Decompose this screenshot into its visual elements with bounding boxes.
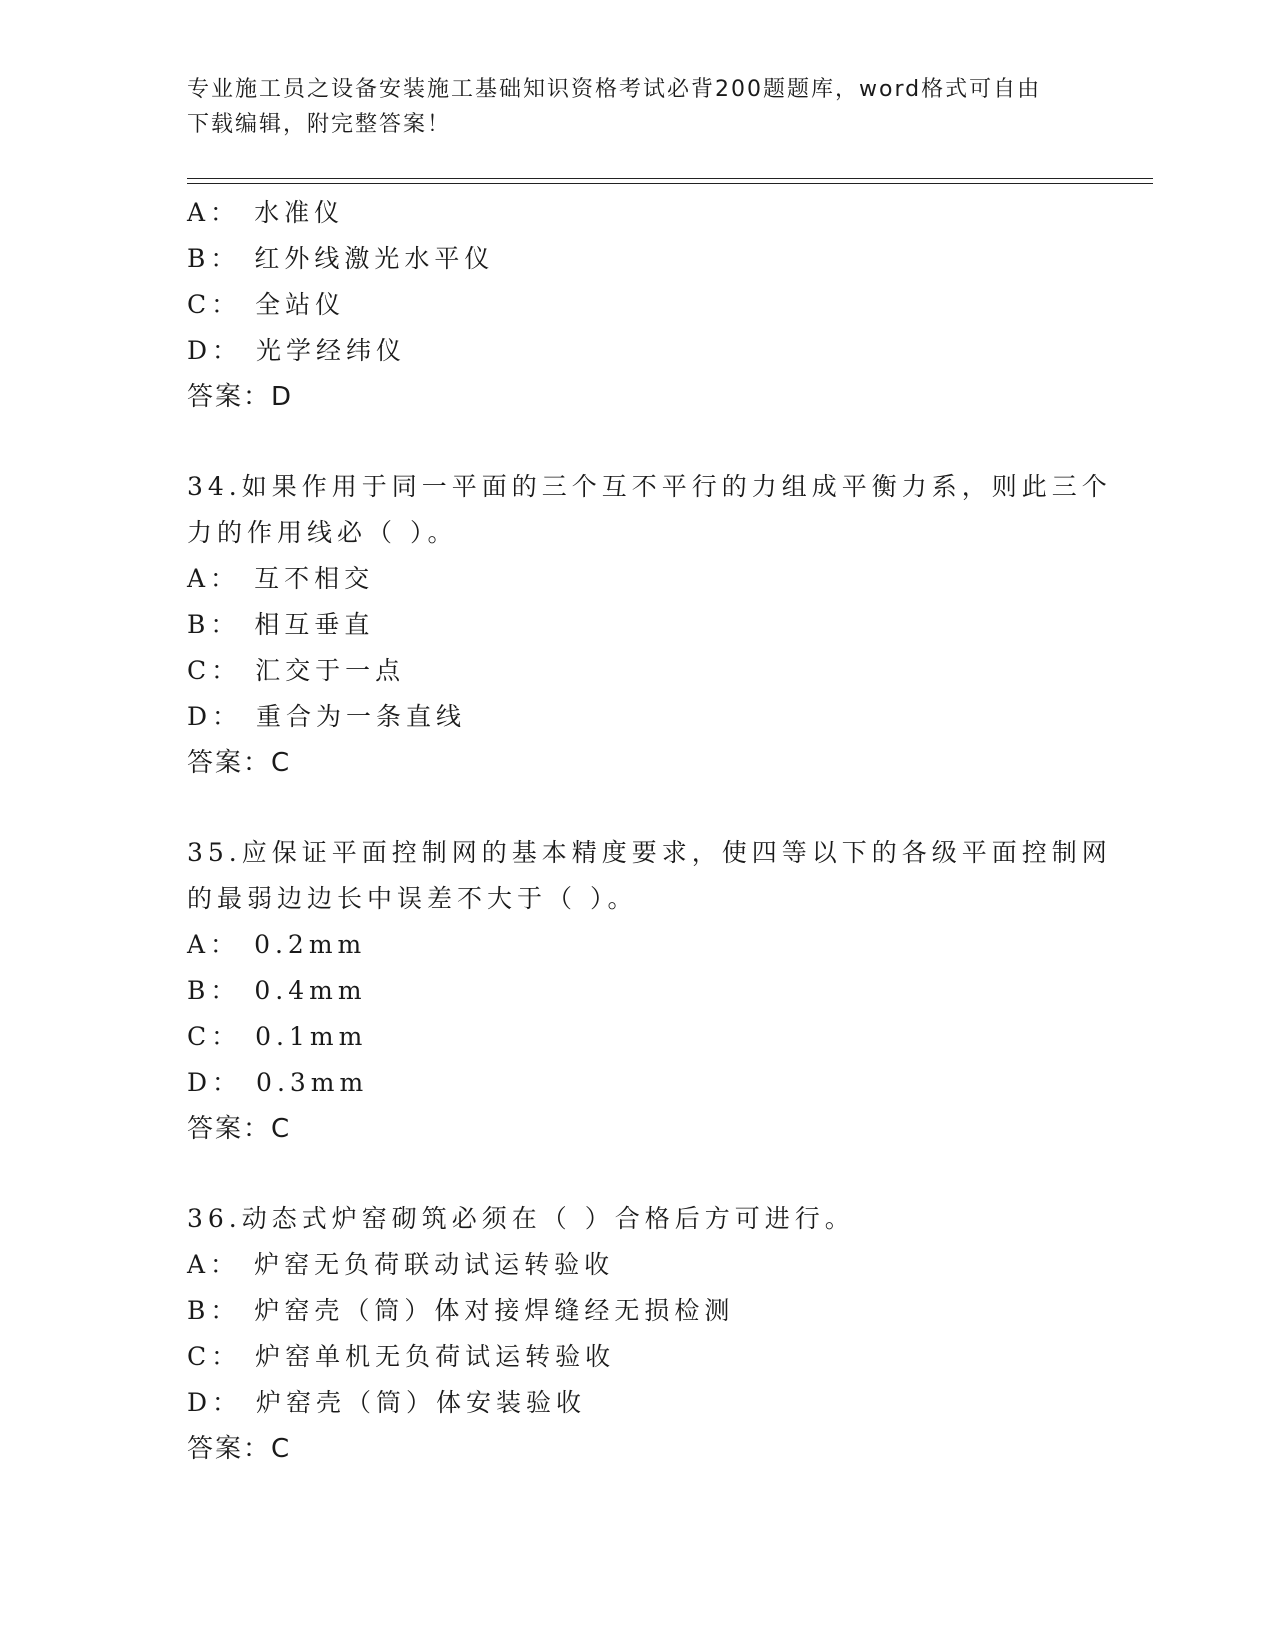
answer-line xyxy=(187,1426,1147,1472)
question-stem-line: 35.应保证平面控制网的基本精度要求，使四等以下的各级平面控制网 xyxy=(187,838,1112,867)
option-label: A： xyxy=(187,930,241,959)
option-label: C： xyxy=(187,1342,242,1371)
question-stem-line: 的最弱边边长中误差不大于（ ）。 xyxy=(187,884,638,913)
option-text: 全站仪 xyxy=(255,290,346,319)
answer-line xyxy=(187,374,1147,420)
answer-value: C xyxy=(271,1434,292,1464)
question-stem-line: 力的作用线必（ ）。 xyxy=(187,518,458,547)
option-a xyxy=(187,556,1147,602)
option-d xyxy=(187,1060,1147,1106)
option-text: 0.2mm xyxy=(254,930,367,959)
answer-prefix: 答案： xyxy=(187,1114,272,1144)
question-block-34 xyxy=(187,464,1147,786)
option-label: C： xyxy=(187,656,242,685)
option-c xyxy=(187,282,1147,328)
option-d xyxy=(187,694,1147,740)
option-label: A： xyxy=(187,198,241,227)
option-c xyxy=(187,648,1147,694)
option-b xyxy=(187,602,1147,648)
question-stem-line: 36.动态式炉窑砌筑必须在（ ）合格后方可进行。 xyxy=(187,1204,855,1233)
option-label: D： xyxy=(187,702,243,731)
option-text: 互不相交 xyxy=(254,564,375,593)
option-label: B： xyxy=(187,1296,241,1325)
option-text: 汇交于一点 xyxy=(255,656,406,685)
question-block-33 xyxy=(187,190,1147,420)
answer-value: D xyxy=(271,382,294,412)
option-b xyxy=(187,236,1147,282)
option-text: 相互垂直 xyxy=(254,610,375,639)
option-a xyxy=(187,922,1147,968)
option-text: 炉窑壳（筒）体安装验收 xyxy=(256,1388,587,1417)
option-label: C： xyxy=(187,290,242,319)
answer-prefix: 答案： xyxy=(187,1434,272,1464)
option-text: 炉窑单机无负荷试运转验收 xyxy=(255,1342,616,1371)
option-b xyxy=(187,968,1147,1014)
question-stem-line: 34.如果作用于同一平面的三个互不平行的力组成平衡力系，则此三个 xyxy=(187,472,1112,501)
option-text: 红外线激光水平仪 xyxy=(254,244,495,273)
option-label: D： xyxy=(187,1388,243,1417)
answer-line xyxy=(187,740,1147,786)
answer-prefix: 答案： xyxy=(187,382,272,412)
question-block-36 xyxy=(187,1196,1147,1472)
header-rule-bottom xyxy=(187,183,1153,184)
option-label: A： xyxy=(187,564,241,593)
option-label: A： xyxy=(187,1250,241,1279)
answer-prefix: 答案： xyxy=(187,748,272,778)
option-a xyxy=(187,190,1147,236)
option-text: 炉窑壳（筒）体对接焊缝经无损检测 xyxy=(254,1296,735,1325)
document-header xyxy=(187,72,1077,142)
option-label: B： xyxy=(187,610,241,639)
option-label: D： xyxy=(187,336,243,365)
answer-value: C xyxy=(271,748,292,778)
option-c xyxy=(187,1014,1147,1060)
header-line-2: 下载编辑，附完整答案！ xyxy=(187,112,452,137)
option-a xyxy=(187,1242,1147,1288)
option-text: 0.3mm xyxy=(256,1068,369,1097)
header-rule-top xyxy=(187,178,1153,179)
option-label: D： xyxy=(187,1068,243,1097)
answer-line xyxy=(187,1106,1147,1152)
option-label: B： xyxy=(187,976,241,1005)
option-label: C： xyxy=(187,1022,242,1051)
option-d xyxy=(187,328,1147,374)
option-text: 0.1mm xyxy=(255,1022,368,1051)
option-label: B： xyxy=(187,244,241,273)
option-text: 水准仪 xyxy=(254,198,345,227)
option-text: 0.4mm xyxy=(254,976,367,1005)
question-block-35 xyxy=(187,830,1147,1152)
option-c xyxy=(187,1334,1147,1380)
option-d xyxy=(187,1380,1147,1426)
option-text: 重合为一条直线 xyxy=(256,702,467,731)
question-list xyxy=(187,190,1147,1472)
option-text: 炉窑无负荷联动试运转验收 xyxy=(254,1250,615,1279)
option-b xyxy=(187,1288,1147,1334)
option-text: 光学经纬仪 xyxy=(256,336,407,365)
answer-value: C xyxy=(271,1114,292,1144)
header-line-1: 专业施工员之设备安装施工基础知识资格考试必背200题题库，word格式可自由 xyxy=(187,77,1042,102)
